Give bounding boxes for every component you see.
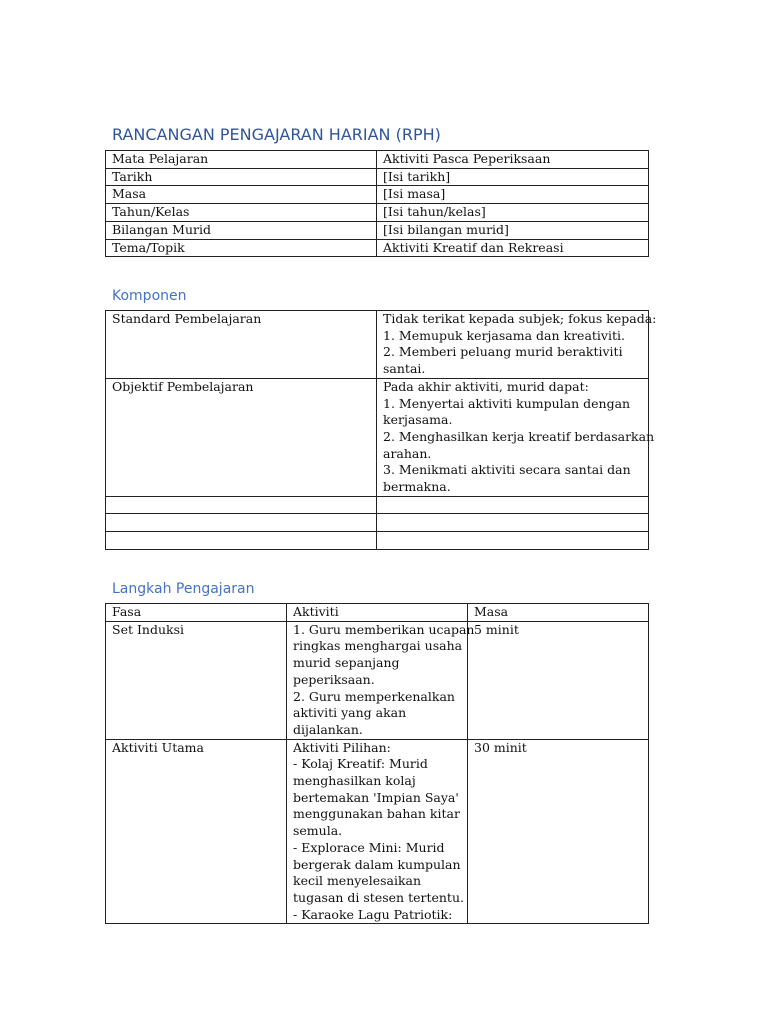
content-line: 3. Menikmati aktiviti secara santai dan: [383, 462, 631, 478]
komponen-label: Standard Pembelajaran: [106, 311, 377, 379]
table-row: [106, 168, 649, 186]
content-line: semula.: [293, 823, 343, 839]
fasa-cell: Aktiviti Utama: [106, 739, 287, 924]
aktiviti-cell: [287, 739, 468, 924]
content-line: 1. Memupuk kerjasama dan kreativiti.: [383, 327, 625, 343]
info-value: [Isi tahun/kelas]: [377, 204, 649, 222]
table-row: [106, 186, 649, 204]
aktiviti-cell: [287, 621, 475, 739]
empty-row: [106, 514, 649, 532]
column-header-masa: Masa: [468, 604, 649, 622]
content-line: 1. Guru memberikan ucapan: [293, 621, 475, 637]
content-line: bergerak dalam kumpulan: [293, 856, 461, 872]
info-label: Tahun/Kelas: [106, 204, 377, 222]
info-label: Tema/Topik: [106, 239, 377, 257]
content-line: murid sepanjang: [293, 655, 400, 671]
content-line: menghasilkan kolaj: [293, 773, 416, 789]
content-line: 2. Memberi peluang murid beraktiviti: [383, 344, 623, 360]
info-value: [Isi tarikh]: [377, 168, 649, 186]
table-row: [106, 221, 649, 239]
content-line: arahan.: [383, 445, 432, 461]
content-line: - Karaoke Lagu Patriotik:: [293, 906, 453, 922]
content-line: aktiviti yang akan: [293, 705, 407, 721]
content-line: tugasan di stesen tertentu.: [293, 889, 464, 905]
info-label: Bilangan Murid: [106, 221, 377, 239]
column-header-aktiviti: Aktiviti: [287, 604, 468, 622]
komponen-content: [377, 311, 657, 379]
info-value: [Isi masa]: [377, 186, 649, 204]
empty-row: [106, 532, 649, 550]
content-line: peperiksaan.: [293, 671, 375, 687]
info-table: [105, 150, 649, 257]
info-label: Mata Pelajaran: [106, 151, 377, 169]
table-header-row: [106, 604, 649, 622]
document-title: RANCANGAN PENGAJARAN HARIAN (RPH): [112, 125, 441, 144]
info-label: Tarikh: [106, 168, 377, 186]
content-line: - Kolaj Kreatif: Murid: [293, 756, 428, 772]
content-line: santai.: [383, 361, 426, 377]
komponen-heading: Komponen: [112, 288, 187, 304]
content-line: - Explorace Mini: Murid: [293, 839, 445, 855]
masa-cell: 30 minit: [468, 739, 649, 924]
content-line: 2. Guru memperkenalkan: [293, 688, 455, 704]
komponen-label: Objektif Pembelajaran: [106, 378, 377, 496]
komponen-table: [105, 310, 657, 550]
table-row: [106, 311, 649, 379]
content-line: bermakna.: [383, 479, 451, 495]
info-value: [Isi bilangan murid]: [377, 221, 649, 239]
table-row: [106, 204, 649, 222]
info-value: Aktiviti Pasca Peperiksaan: [377, 151, 649, 169]
table-row: [106, 151, 649, 169]
content-line: kerjasama.: [383, 412, 453, 428]
content-line: 2. Menghasilkan kerja kreatif berdasarkan: [383, 428, 655, 444]
content-line: 1. Menyertai aktiviti kumpulan dengan: [383, 395, 631, 411]
content-line: Tidak terikat kepada subjek; fokus kepada:: [383, 311, 657, 326]
langkah-table: [105, 603, 649, 924]
table-row: [106, 239, 649, 257]
fasa-cell: Set Induksi: [106, 621, 287, 739]
empty-row: [106, 496, 649, 514]
content-line: kecil menyelesaikan: [293, 873, 422, 889]
table-row: [106, 621, 649, 739]
content-line: Pada akhir aktiviti, murid dapat:: [383, 378, 589, 394]
content-line: dijalankan.: [293, 721, 363, 737]
content-line: Aktiviti Pilihan:: [293, 739, 391, 755]
komponen-content: [377, 378, 655, 496]
langkah-heading: Langkah Pengajaran: [112, 581, 255, 597]
masa-cell: 5 minit: [468, 621, 649, 739]
info-value: Aktiviti Kreatif dan Rekreasi: [377, 239, 649, 257]
column-header-fasa: Fasa: [106, 604, 287, 622]
content-line: menggunakan bahan kitar: [293, 806, 460, 822]
content-line: ringkas menghargai usaha: [293, 638, 463, 654]
content-line: bertemakan 'Impian Saya': [293, 789, 459, 805]
info-label: Masa: [106, 186, 377, 204]
table-row: [106, 378, 649, 496]
table-row: [106, 739, 649, 924]
